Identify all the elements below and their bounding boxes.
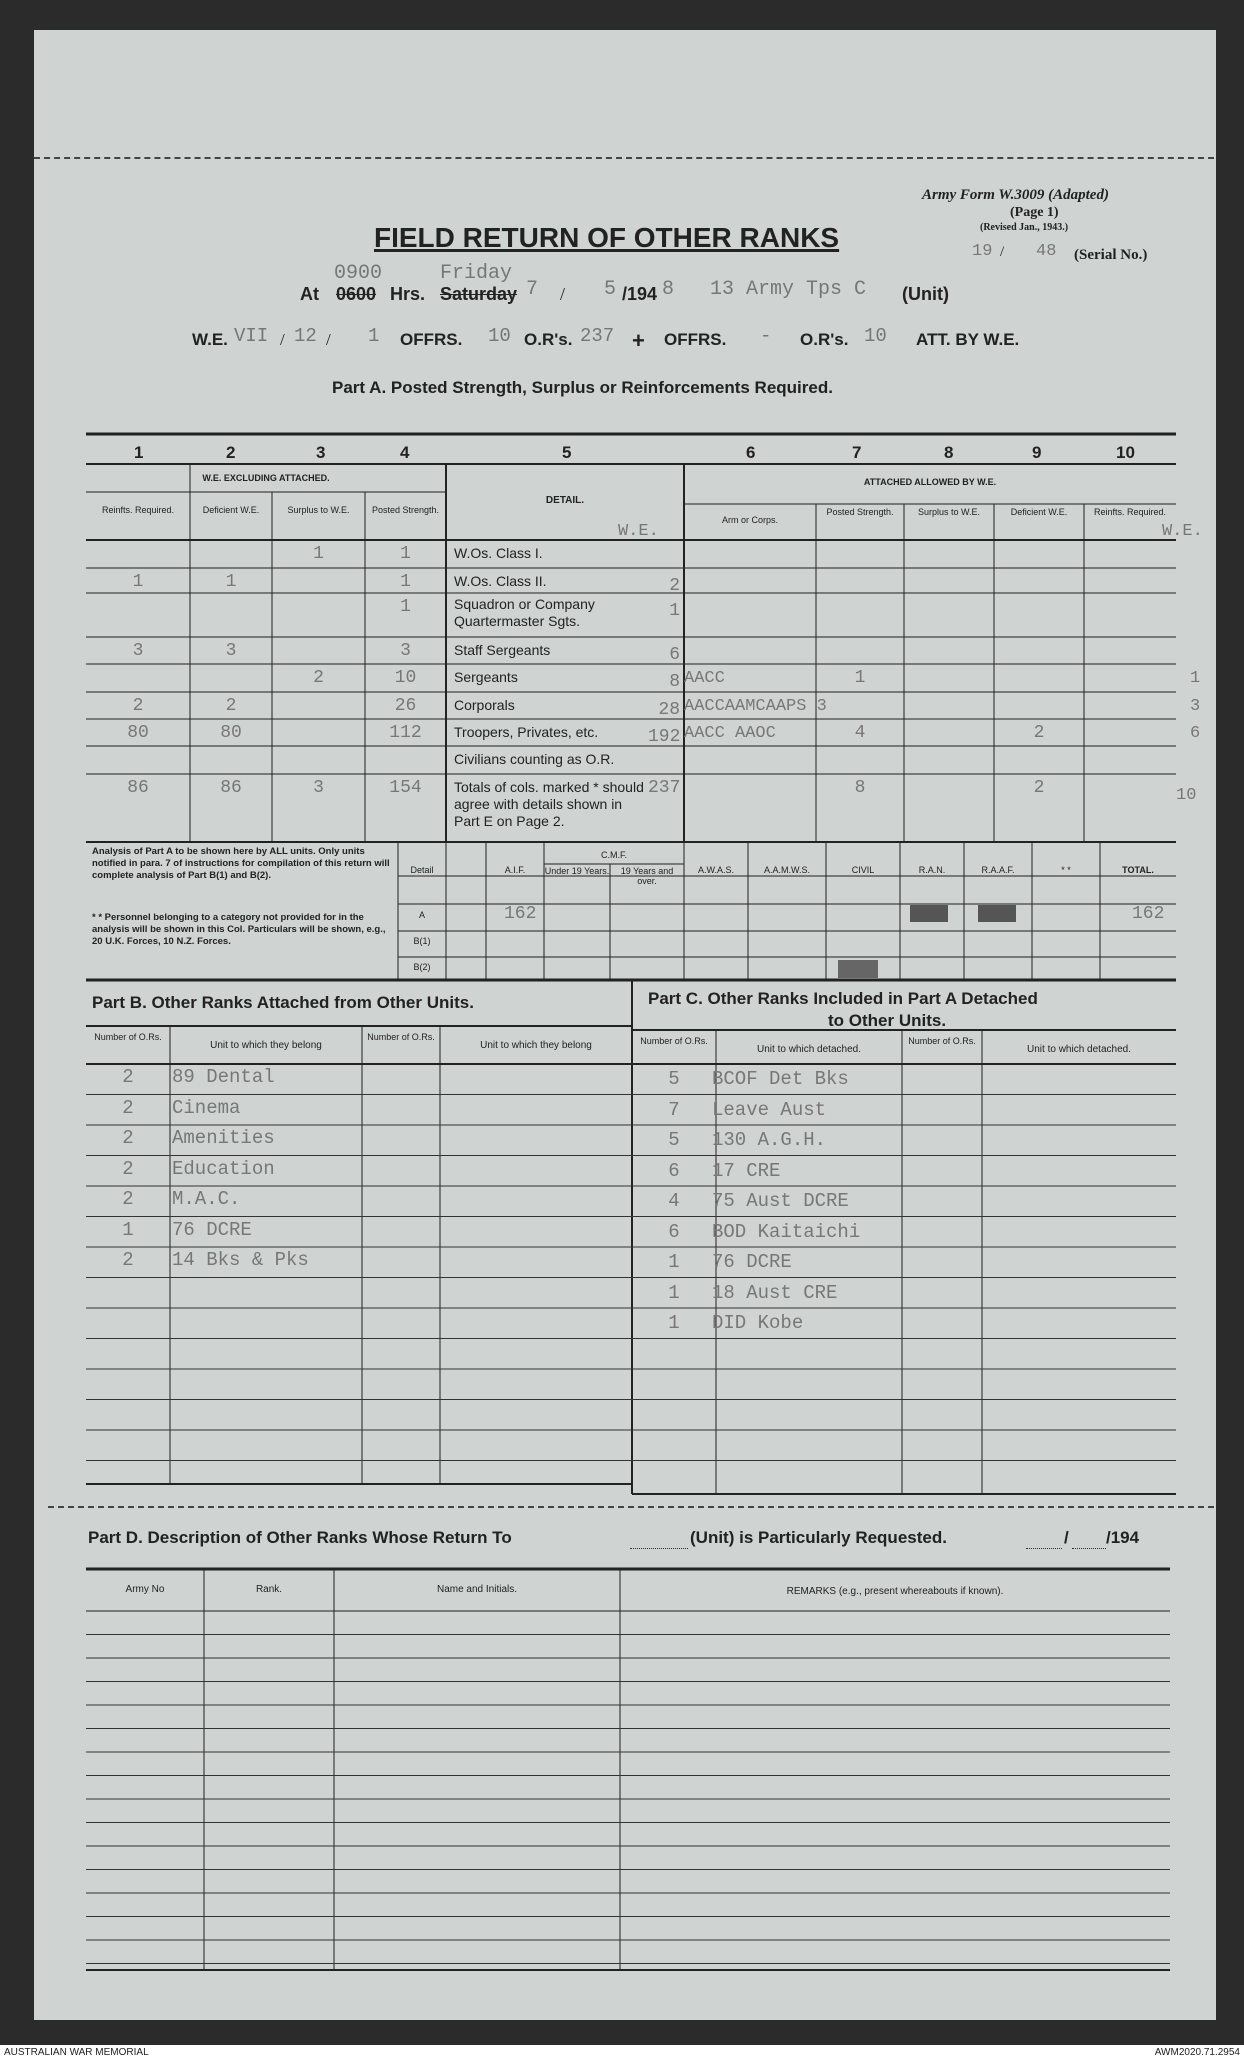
part-a-cell-c4: 26	[394, 696, 417, 716]
analysis-col-19over: 19 Years and over.	[620, 866, 674, 886]
part-c-num: 1	[668, 1312, 680, 1334]
we-part3: 1	[368, 325, 380, 347]
part-a-cell-c2: 3	[225, 641, 237, 661]
analysis-note: Analysis of Part A to be shown here by ALL units. Only units notified in para. 7 of instructions for compilation of this return will complete analysis of Part B(1) and B(2).	[92, 846, 390, 881]
part-a-cell-c1: 2	[132, 696, 144, 716]
part-a-cell-c2: 1	[225, 572, 237, 592]
redaction-block	[910, 905, 948, 922]
offrs-label: OFFRS.	[400, 330, 463, 349]
day-printed: Saturday	[440, 284, 518, 304]
part-c-num: 1	[668, 1251, 680, 1273]
col-header-reinfts: Reinfts. Required.	[101, 505, 175, 515]
part-b-unit: 14 Bks & Pks	[172, 1249, 309, 1271]
part-b-unit: 76 DCRE	[172, 1218, 252, 1241]
part-c-unit: 17 CRE	[712, 1159, 781, 1182]
analysis-col-civil: CIVIL	[851, 865, 875, 875]
col-header-deficient: Deficient W.E.	[202, 505, 260, 515]
part-c-num: 6	[668, 1220, 680, 1243]
time-printed: 0600	[336, 284, 377, 304]
we-stamp-right: W.E.	[1162, 522, 1203, 541]
part-b-num: 2	[122, 1249, 134, 1271]
part-b-title: Part B. Other Ranks Attached from Other Units.	[92, 993, 474, 1012]
day-typed: Friday	[440, 262, 513, 285]
part-a-cell-c2: 86	[220, 778, 242, 798]
part-a-cell-c4: 3	[400, 641, 411, 661]
col-header-arm: Arm or Corps.	[721, 515, 778, 525]
part-b-unit: M.A.C.	[172, 1188, 241, 1210]
part-c-num: 5	[668, 1068, 680, 1090]
unit-typed: 13 Army Tps C	[710, 278, 867, 301]
analysis-col-total: TOTAL.	[1122, 865, 1154, 875]
part-a-cell-c3: 3	[313, 778, 324, 798]
archive-footer	[0, 2045, 1244, 2061]
right-group-header: ATTACHED ALLOWED BY W.E.	[863, 477, 997, 487]
redaction-block	[838, 960, 878, 978]
part-a-cell-c1: 3	[132, 641, 144, 661]
part-d-day-field[interactable]	[1026, 1530, 1062, 1549]
part-a-cell-c1: 86	[127, 778, 149, 798]
part-a-cell-c4: 10	[394, 668, 417, 688]
part-a-cell-c3: 2	[313, 668, 324, 688]
part-a-row-label: W.Os. Class II.	[454, 573, 547, 589]
part-c-num: 7	[668, 1098, 680, 1121]
analysis-aif-a: 162	[504, 904, 537, 924]
at-label: At	[300, 284, 319, 304]
part-c-unit: 130 A.G.H.	[712, 1129, 827, 1151]
part-c-unit: BOD Kaitaichi	[712, 1220, 861, 1243]
footer-right: AWM2020.71.2954	[1154, 2047, 1240, 2058]
part-b-num: 2	[122, 1127, 134, 1149]
we-part2: 12	[294, 325, 317, 347]
part-a-row-label: Sergeants	[454, 669, 518, 685]
analysis-col-aif: A.I.F.	[504, 865, 526, 875]
col-header-reinfts-r: Reinfts. Required.	[1093, 507, 1167, 517]
part-c-unit: 76 DCRE	[712, 1251, 792, 1273]
part-c-num: 1	[668, 1281, 680, 1304]
part-a-cell-c7: 4	[854, 723, 866, 743]
part-a-arm-corps: AACCAAMCAAPS 3	[684, 697, 827, 716]
part-b-num: 2	[122, 1096, 134, 1119]
analysis-col-awas: A.W.A.S.	[697, 865, 734, 875]
ors-label: O.R's.	[524, 330, 573, 349]
part-b-col-unit-2: Unit to which they belong	[480, 1040, 592, 1051]
part-a-margin-value: 3	[1190, 697, 1201, 716]
analysis-col-raaf: R.A.A.F.	[981, 865, 1015, 875]
page-number: (Page 1)	[1010, 205, 1059, 220]
col-number-7: 7	[852, 443, 862, 462]
part-c-title-2: to Other Units.	[828, 1011, 947, 1030]
part-a-cell-c4: 154	[389, 778, 422, 798]
part-b-num: 2	[122, 1188, 134, 1210]
plus-sign: +	[632, 328, 645, 353]
ors2-value: 10	[864, 325, 887, 347]
unit-label: (Unit)	[902, 284, 949, 304]
part-d-col-rank: Rank.	[255, 1584, 283, 1595]
revised-date: (Revised Jan., 1943.)	[980, 222, 1069, 233]
part-a-cell-c3: 1	[313, 544, 324, 564]
part-a-we-value: 8	[669, 672, 680, 692]
left-group-header: W.E. EXCLUDING ATTACHED.	[202, 473, 330, 483]
part-c-unit: 75 Aust DCRE	[712, 1190, 849, 1212]
analysis-col-other: * *	[1061, 865, 1071, 875]
part-a-margin-value: 6	[1190, 724, 1201, 743]
col-header-posted-r: Posted Strength.	[826, 507, 894, 517]
ors-value: 237	[580, 325, 615, 347]
part-b-col-num: Number of O.Rs.	[94, 1032, 162, 1042]
part-c-unit: 18 Aust CRE	[712, 1281, 838, 1304]
analysis-row-b1: B(1)	[413, 936, 431, 946]
year-prefix: /194	[622, 284, 658, 304]
part-a-cell-c4: 1	[400, 572, 411, 592]
part-c-unit: DID Kobe	[712, 1312, 804, 1334]
part-a-we-value: 6	[669, 645, 680, 665]
part-a-cell-c9: 2	[1033, 778, 1045, 798]
serial-year: 48	[1036, 242, 1057, 261]
col-number-9: 9	[1032, 443, 1042, 462]
part-a-cell-c2: 80	[220, 723, 242, 743]
col-number-10: 10	[1116, 443, 1135, 462]
part-a-arm-corps: AACC AAOC	[684, 724, 776, 743]
part-a-cell-c4: 112	[389, 723, 422, 743]
part-a-arm-corps: AACC	[684, 669, 725, 688]
part-d-col-armyno: Army No	[125, 1584, 165, 1595]
month-number: 5	[604, 278, 617, 301]
part-a-we-value: 2	[669, 576, 680, 596]
part-d-col-remarks: REMARKS (e.g., present whereabouts if known).	[786, 1586, 1004, 1597]
offrs-value: 10	[488, 325, 511, 347]
part-a-cell-c4: 1	[400, 597, 411, 617]
part-b-num: 1	[122, 1218, 134, 1241]
perforation-line-2	[48, 1506, 1214, 1508]
part-c-col-num-2: Number of O.Rs.	[908, 1036, 976, 1046]
part-c-col-num: Number of O.Rs.	[640, 1036, 708, 1046]
part-b-col-unit: Unit to which they belong	[210, 1040, 322, 1051]
part-d-year: /194	[1106, 1528, 1140, 1547]
part-b-num: 2	[122, 1066, 134, 1088]
analysis-row-b2: B(2)	[413, 962, 431, 972]
part-d-title: Part D. Description of Other Ranks Whose Return To	[88, 1528, 512, 1547]
part-a-cell-c7: 8	[854, 778, 866, 798]
analysis-note-2: * * Personnel belonging to a category not provided for in the analysis will be shown in this Col. Particulars will be shown, e.g., 20 U.K. Forces, 10 N.Z. Forces.	[92, 912, 386, 947]
part-a-row-label: W.Os. Class I.	[454, 545, 543, 561]
form-id: Army Form W.3009 (Adapted)	[922, 187, 1109, 203]
part-d-col-name: Name and Initials.	[436, 1584, 518, 1595]
part-a-row-label: Corporals	[454, 697, 515, 713]
part-d-unit-field[interactable]	[630, 1530, 688, 1549]
col-number-5: 5	[562, 443, 572, 462]
part-c-unit: Leave Aust	[712, 1098, 827, 1121]
part-c-unit: BCOF Det Bks	[712, 1068, 849, 1090]
part-a-cell-c9: 2	[1033, 723, 1045, 743]
we-value: VII	[234, 325, 269, 347]
col-number-1: 1	[134, 443, 144, 462]
col-header-surplus-r: Surplus to W.E.	[917, 507, 981, 517]
part-a-margin-value: 1	[1190, 669, 1201, 688]
part-c-num: 5	[668, 1129, 680, 1151]
part-a-cell-c2: 2	[225, 696, 237, 716]
analysis-col-ran: R.A.N.	[918, 865, 946, 875]
col-header-surplus: Surplus to W.E.	[287, 505, 350, 515]
part-a-we-value: 28	[658, 700, 680, 720]
col-header-deficient-r: Deficient W.E.	[1010, 507, 1068, 517]
part-d-month-field[interactable]	[1072, 1530, 1106, 1549]
part-a-row-label: Civilians counting as O.R.	[454, 751, 615, 767]
att-label: ATT. BY W.E.	[916, 330, 1020, 349]
part-a-row-label: Squadron or Company Quartermaster Sgts.	[454, 596, 595, 629]
part-c-col-unit-2: Unit to which detached.	[1027, 1044, 1131, 1055]
time-typed: 0900	[334, 262, 383, 285]
part-a-cell-c7: 1	[854, 668, 866, 688]
ors2-label: O.R's.	[800, 330, 849, 349]
part-c-col-unit: Unit to which detached.	[757, 1044, 861, 1055]
year-typed: 8	[662, 278, 675, 301]
part-a-we-value: 237	[648, 778, 681, 798]
col-number-4: 4	[400, 443, 410, 462]
part-c-num: 6	[668, 1159, 680, 1182]
footer-left: AUSTRALIAN WAR MEMORIAL	[4, 2047, 149, 2058]
part-b-num: 2	[122, 1157, 134, 1180]
part-a-margin-value: 10	[1176, 786, 1197, 805]
col-number-2: 2	[226, 443, 236, 462]
part-a-cell-c1: 80	[127, 723, 149, 743]
offrs2-label: OFFRS.	[664, 330, 727, 349]
part-a-title: Part A. Posted Strength, Surplus or Reinforcements Required.	[332, 378, 833, 397]
day-number: 7	[526, 278, 539, 301]
part-a-row-label: Troopers, Privates, etc.	[454, 724, 599, 740]
part-b-unit: Amenities	[172, 1127, 275, 1149]
part-d-title-b: (Unit) is Particularly Requested.	[690, 1528, 947, 1547]
analysis-col-cmf: C.M.F.	[601, 850, 627, 860]
serial-prefix: 19	[972, 242, 993, 261]
hrs-label: Hrs.	[390, 284, 426, 304]
we-stamp: W.E.	[618, 522, 659, 541]
col-number-6: 6	[746, 443, 756, 462]
part-b-unit: Education	[172, 1157, 275, 1180]
col-number-3: 3	[316, 443, 326, 462]
offrs2-value: -	[760, 325, 772, 347]
part-a-row-label: Staff Sergeants	[454, 642, 551, 658]
part-c-title: Part C. Other Ranks Included in Part A Detached	[648, 989, 1038, 1008]
redaction-block	[978, 905, 1016, 922]
analysis-col-aamws: A.A.M.W.S.	[763, 865, 810, 875]
analysis-total-a: 162	[1132, 904, 1165, 924]
part-a-cell-c1: 1	[132, 572, 144, 592]
part-a-row-label: Totals of cols. marked * should agree with details shown in Part E on Page 2.	[454, 779, 644, 829]
part-c-num: 4	[668, 1190, 680, 1212]
we-label: W.E.	[192, 330, 228, 349]
part-b-unit: 89 Dental	[172, 1066, 275, 1088]
part-d-date-sep: /	[1064, 1528, 1069, 1547]
analysis-row-a: A	[418, 910, 425, 920]
page-title: FIELD RETURN OF OTHER RANKS	[374, 222, 840, 253]
col-number-8: 8	[944, 443, 954, 462]
serial-label: (Serial No.)	[1074, 247, 1148, 263]
col-header-posted: Posted Strength.	[371, 505, 440, 515]
detail-header: DETAIL.	[545, 495, 585, 506]
part-a-we-value: 192	[648, 727, 681, 747]
part-a-we-value: 1	[669, 601, 680, 621]
analysis-col-detail: Detail	[410, 865, 434, 875]
analysis-col-under19: Under 19 Years.	[544, 866, 610, 876]
part-a-cell-c4: 1	[400, 544, 411, 564]
part-b-col-num-2: Number of O.Rs.	[367, 1032, 435, 1042]
part-b-unit: Cinema	[172, 1096, 241, 1119]
